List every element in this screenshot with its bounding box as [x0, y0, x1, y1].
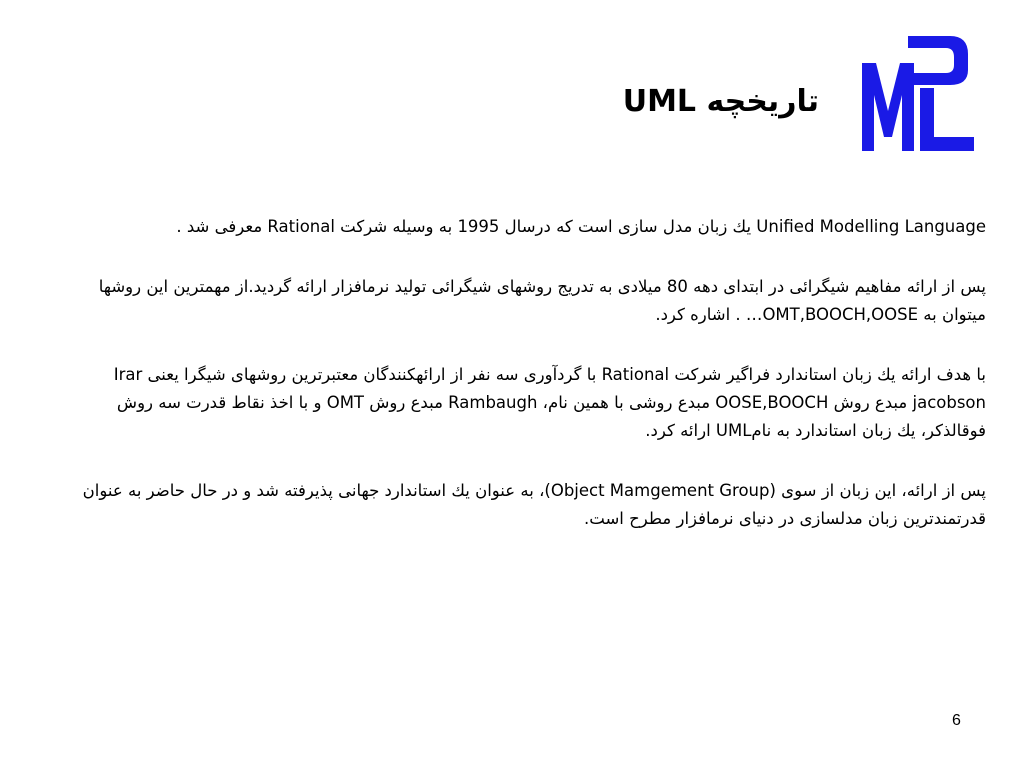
uml-logo-l — [920, 88, 974, 151]
page-number: 6 — [952, 712, 961, 729]
paragraph-3: با هدف ارائه يك زبان استاندارد فراگير شركت Rational با گردآوری سه نفر از ارائهكنندگان معتبرترين روشهای شیگرا يعنی Irar jacobson مبدع روش OOSE,BOOCH مبدع روشی با همين نام، Rambaugh مبدع روش OMT و با اخذ نقاط قدرت سه روش فوقالذكر، يك زبان استاندارد به نامUML ارائه كرد. — [113, 365, 986, 440]
paragraph-1: Unified Modelling Language يك زبان مدل سازی است كه درسال 1995 به وسيله شركت Rational معرفی شد . — [176, 217, 986, 236]
paragraph-4: پس از ارائه، اين زبان از سوی (Object Mamgement Group)، به عنوان يك استاندارد جهانی پذيرفته شد و در حال حاضر به عنوان قدرتمندترين زبان مدلسازی در دنيای نرمافزار مطرح است. — [82, 481, 986, 528]
uml-logo-m — [862, 63, 914, 151]
slide-title: تاریخچه UML — [622, 84, 819, 119]
paragraph-2: پس از ارائه مفاهيم شیگرائی در ابتدای دهه 80 ميلادی به تدريج روشهای شیگرائی توليد نرمافزار ارائه گرديد.از مهمترين اين روشها میتوان به OMT,BOOCH,OOSE… . اشاره كرد. — [98, 277, 986, 324]
slide-body — [70, 213, 986, 565]
uml-logo-icon — [858, 33, 978, 155]
uml-logo-u — [908, 36, 968, 85]
